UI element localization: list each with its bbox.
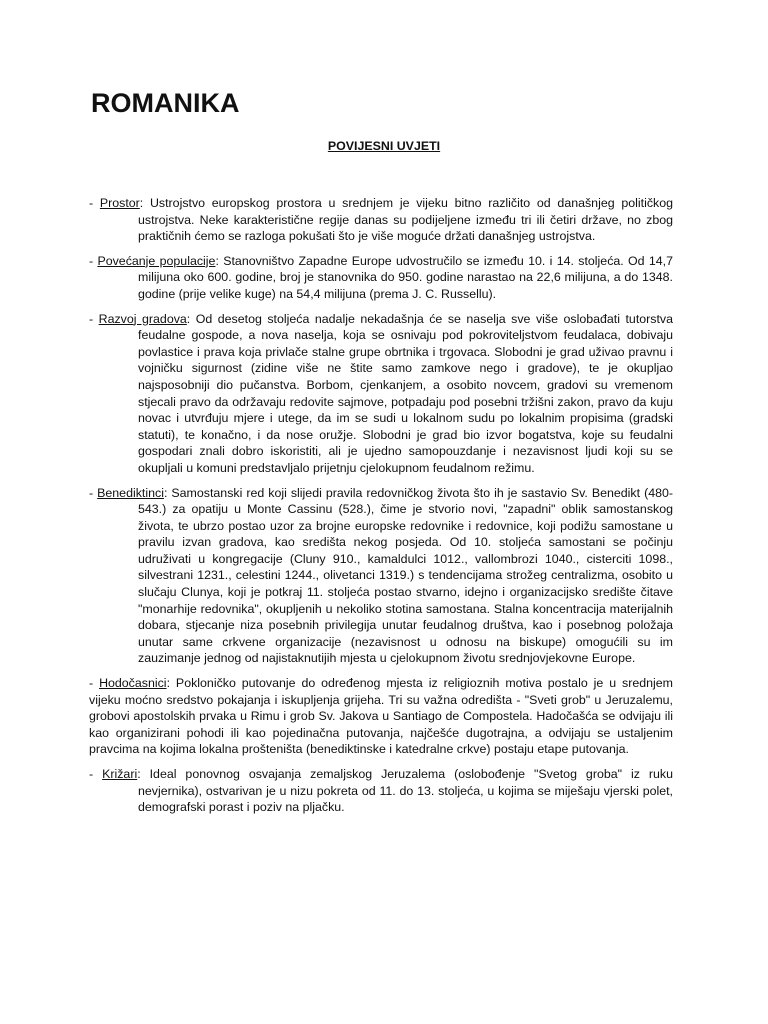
entry-prostor [89, 195, 673, 245]
entry-text: : Ideal ponovnog osvajanja zemaljskog Jeruzalema (oslobođenje "Svetog groba" iz ruku nevjernika), ostvarivan je u nizu pokreta od 11. do 13. stoljeća, u kojima se miješaju vjerski polet, demografski porast i poziv na pljačku. [137, 767, 673, 815]
entry-term: Razvoj gradova [98, 311, 187, 326]
entry-krizari [89, 766, 673, 816]
document-title: ROMANIKA [91, 88, 240, 118]
entry-prefix: - [89, 676, 100, 691]
document-body [89, 195, 673, 824]
entry-term: Križari [102, 767, 138, 781]
entry-text: : Stanovništvo Zapadne Europe udvostručilo se između 10. i 14. stoljeća. Od 14,7 milijuna oko 600. godine, broj je stanovnika do 950. godine narastao na 22,6 milijuna, a do 1348. godine (prije velike kuge) na 54,4 milijuna (prema J. C. Russellu). [138, 253, 674, 301]
entry-prefix: - [89, 767, 103, 781]
entry-prefix: - [89, 311, 99, 326]
entry-benediktinci [89, 485, 673, 668]
entry-text: : Samostanski red koji slijedi pravila redovničkog života što ih je sastavio Sv. Benedikt (480-543.) za opatiju u Monte Cassinu (528.), čime je stvorio novi, "zapadni" oblik samostanskog života, te ubrzo postao uzor za brojne europske redovnike i redovnice, koji podižu samostane u pravilu izvan gradova, kao središta nekog posjeda. Od 10. stoljeća samostani se počinju udruživati u kongregacije (Cluny 910., kamaldulci 1012., vallombrozi 1040., cisterciti 1098., silvestrani 1231., celestini 1244., olivetanci 1319.) s tendencijama strožeg centralizma, osobito u slučaju Clunya, koji je potkraj 11. stoljeća postao stvarno, idejno i organizacijsko središte čitave "monarhije redovnika", okupljenih u nekoliko stotina samostana. Stalna koncentracija materijalnih dobara, stjecanje niza posebnih privilegija unutar feudalnog društva, kao i posebnog položaja unutar same crkvene organizacije (nezavisnost u odnosu na biskupe) omogućili su im zauzimanje jednog od najistaknutijih mjesta u cjelokupnom životu srednjovjekovne Europe. [138, 485, 673, 666]
entry-text: : Od desetog stoljeća nadalje nekadašnja će se naselja sve više oslobađati tutorstva feudalne gospode, a nova naselja, koja se osnivaju pod pokroviteljstvom feudalaca, dobivaju povlastice i prava koja privlače stalne grupe obrtnika i trgovaca. Slobodni je grad uživao pravnu i vojničku sigurnost (zidine više ne štite samo zamkove nego i gradove), te je okupljao najsposobniji dio pučanstva. Borbom, cjenkanjem, a osobito novcem, gradovi su vremenom stjecali pravo da održavaju redovite sajmove, potpadaju pod posebni tržišni zakon, pravo da kuju novac i utvrđuju mjere i utege, da im se sudi u lokalnom sudu po lokalnim propisima (gradski statuti), te konačno, i da nose oružje. Slobodni je grad bio izvor bogatstva, koje su feudalni gospodari znali dobro iskoristiti, ali je ujedno samopouzdanje i nezavisnost ljudi koji su se okupljali u komuni predstavljalo prijetnju cjelokupnom feudalnom režimu. [138, 311, 673, 475]
entry-term: Hodočasnici [99, 676, 167, 691]
entry-prefix: - [89, 485, 98, 500]
entry-term: Povećanje populacije [97, 253, 216, 268]
entry-prefix: - [89, 253, 98, 268]
entry-text: : Pokloničko putovanje do određenog mjesta iz religioznih motiva postalo je u srednjem vijeku moćno sredstvo pokajanja i iskupljenja grijeha. Tri su važna odredišta - "Sveti grob" u Jeruzalemu, grobovi apostolskih prvaka u Rimu i grob Sv. Jakova u Santiago de Compostela. Hadočašća se odvijaju ili kao organizirani pohodi ili kao pojedinačna putovanja, najčešće dugotrajna, a odvijaju se ustaljenim pravcima na kojima lokalna prošteništa (benediktinske i katedralne crkve) postaju etape putovanja. [89, 676, 673, 757]
section-subtitle: POVIJESNI UVJETI [327, 139, 441, 153]
entry-povecanje-populacije [89, 253, 673, 303]
entry-text: : Ustrojstvo europskog prostora u srednjem je vijeku bitno različito od današnjeg političkog ustrojstva. Neke karakteristične regije danas su podijeljene između tri ili četiri države, no zbog praktičnih ćemo se razloga pokušati što je više moguće držati današnjeg ustrojstva. [138, 196, 673, 244]
entry-term: Prostor [99, 196, 140, 210]
entry-hodocasnici [89, 675, 673, 758]
entry-term: Benediktinci [97, 485, 164, 500]
entry-razvoj-gradova [89, 311, 673, 477]
entry-prefix: - [89, 196, 100, 210]
